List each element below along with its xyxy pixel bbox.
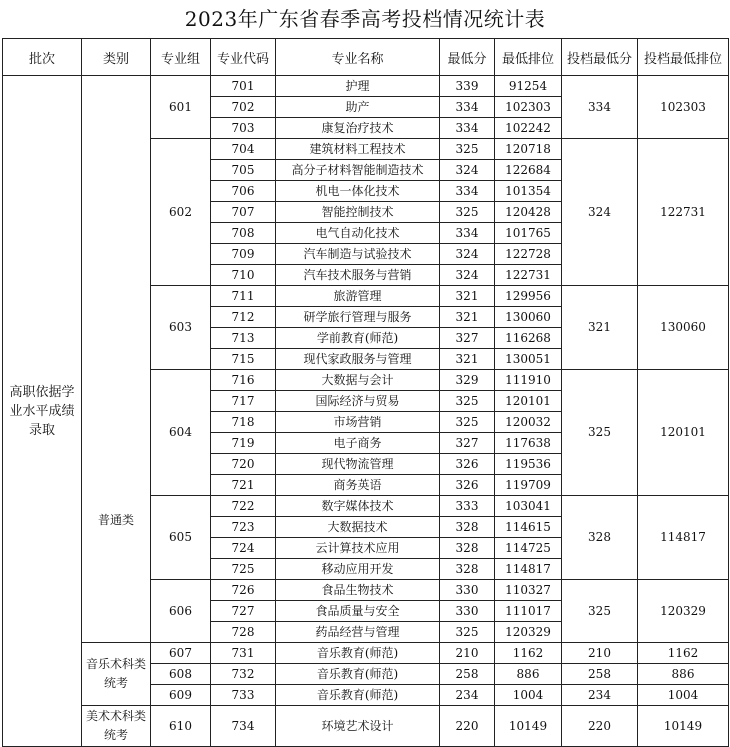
min-score-cell: 325 [440, 412, 495, 433]
min-score-cell: 327 [440, 328, 495, 349]
header-admit-min-score: 投档最低分 [562, 39, 638, 76]
major-name-cell: 药品经营与管理 [276, 622, 440, 643]
major-name-cell: 音乐教育(师范) [276, 664, 440, 685]
major-code-cell: 722 [211, 496, 276, 517]
major-name-cell: 汽车技术服务与营销 [276, 265, 440, 286]
major-code-cell: 705 [211, 160, 276, 181]
major-name-cell: 旅游管理 [276, 286, 440, 307]
major-name-cell: 国际经济与贸易 [276, 391, 440, 412]
min-score-cell: 324 [440, 265, 495, 286]
major-name-cell: 环境艺术设计 [276, 706, 440, 747]
header-admit-min-rank: 投档最低排位 [638, 39, 729, 76]
major-code-cell: 712 [211, 307, 276, 328]
group-code-cell: 609 [151, 685, 211, 706]
major-code-cell: 709 [211, 244, 276, 265]
min-rank-cell: 1004 [495, 685, 562, 706]
min-score-cell: 334 [440, 223, 495, 244]
min-rank-cell: 91254 [495, 76, 562, 97]
min-rank-cell: 111910 [495, 370, 562, 391]
min-rank-cell: 120032 [495, 412, 562, 433]
major-name-cell: 市场营销 [276, 412, 440, 433]
admit-min-score-cell: 325 [562, 370, 638, 496]
min-score-cell: 258 [440, 664, 495, 685]
header-category: 类别 [82, 39, 151, 76]
min-rank-cell: 101354 [495, 181, 562, 202]
admit-min-rank-cell: 114817 [638, 496, 729, 580]
min-rank-cell: 111017 [495, 601, 562, 622]
min-rank-cell: 120329 [495, 622, 562, 643]
admit-min-score-cell: 321 [562, 286, 638, 370]
min-score-cell: 329 [440, 370, 495, 391]
table-body [3, 76, 729, 747]
admit-min-score-cell: 334 [562, 76, 638, 139]
min-rank-cell: 101765 [495, 223, 562, 244]
min-score-cell: 330 [440, 580, 495, 601]
min-rank-cell: 116268 [495, 328, 562, 349]
major-name-cell: 康复治疗技术 [276, 118, 440, 139]
batch-cell: 高职依据学业水平成绩录取 [3, 76, 82, 747]
major-name-cell: 电气自动化技术 [276, 223, 440, 244]
min-rank-cell: 130060 [495, 307, 562, 328]
header-row [3, 39, 729, 76]
header-min-rank: 最低排位 [495, 39, 562, 76]
min-rank-cell: 119536 [495, 454, 562, 475]
group-code-cell: 610 [151, 706, 211, 747]
min-rank-cell: 122731 [495, 265, 562, 286]
min-score-cell: 333 [440, 496, 495, 517]
min-rank-cell: 117638 [495, 433, 562, 454]
admit-min-rank-cell: 120101 [638, 370, 729, 496]
major-name-cell: 电子商务 [276, 433, 440, 454]
min-score-cell: 325 [440, 622, 495, 643]
admit-min-score-cell: 328 [562, 496, 638, 580]
major-code-cell: 732 [211, 664, 276, 685]
major-code-cell: 720 [211, 454, 276, 475]
min-rank-cell: 119709 [495, 475, 562, 496]
min-score-cell: 324 [440, 244, 495, 265]
admit-min-rank-cell: 122731 [638, 139, 729, 286]
admit-min-rank-cell: 102303 [638, 76, 729, 139]
major-code-cell: 726 [211, 580, 276, 601]
header-major-code: 专业代码 [211, 39, 276, 76]
min-rank-cell: 120101 [495, 391, 562, 412]
major-name-cell: 建筑材料工程技术 [276, 139, 440, 160]
major-code-cell: 715 [211, 349, 276, 370]
group-code-cell: 606 [151, 580, 211, 643]
major-code-cell: 713 [211, 328, 276, 349]
major-name-cell: 数字媒体技术 [276, 496, 440, 517]
admit-min-rank-cell: 130060 [638, 286, 729, 370]
major-code-cell: 708 [211, 223, 276, 244]
admit-min-score-cell: 258 [562, 664, 638, 685]
major-name-cell: 学前教育(师范) [276, 328, 440, 349]
major-code-cell: 717 [211, 391, 276, 412]
admit-min-rank-cell: 10149 [638, 706, 729, 747]
major-code-cell: 727 [211, 601, 276, 622]
category-cell: 普通类 [82, 76, 151, 643]
admit-min-score-cell: 220 [562, 706, 638, 747]
min-score-cell: 325 [440, 139, 495, 160]
min-score-cell: 220 [440, 706, 495, 747]
major-name-cell: 汽车制造与试验技术 [276, 244, 440, 265]
category-cell: 音乐术科类统考 [82, 643, 151, 706]
major-name-cell: 护理 [276, 76, 440, 97]
group-code-cell: 601 [151, 76, 211, 139]
major-code-cell: 710 [211, 265, 276, 286]
admit-min-rank-cell: 886 [638, 664, 729, 685]
major-name-cell: 云计算技术应用 [276, 538, 440, 559]
min-rank-cell: 110327 [495, 580, 562, 601]
min-rank-cell: 102303 [495, 97, 562, 118]
admit-min-score-cell: 210 [562, 643, 638, 664]
major-code-cell: 731 [211, 643, 276, 664]
min-score-cell: 210 [440, 643, 495, 664]
major-code-cell: 711 [211, 286, 276, 307]
min-rank-cell: 114615 [495, 517, 562, 538]
major-name-cell: 大数据与会计 [276, 370, 440, 391]
admit-min-rank-cell: 1004 [638, 685, 729, 706]
min-rank-cell: 103041 [495, 496, 562, 517]
major-name-cell: 机电一体化技术 [276, 181, 440, 202]
min-score-cell: 334 [440, 181, 495, 202]
table-row [3, 643, 729, 664]
major-name-cell: 助产 [276, 97, 440, 118]
header-major-name: 专业名称 [276, 39, 440, 76]
major-name-cell: 商务英语 [276, 475, 440, 496]
major-code-cell: 719 [211, 433, 276, 454]
major-code-cell: 707 [211, 202, 276, 223]
min-score-cell: 321 [440, 286, 495, 307]
min-rank-cell: 114817 [495, 559, 562, 580]
admit-min-rank-cell: 1162 [638, 643, 729, 664]
min-score-cell: 328 [440, 538, 495, 559]
major-name-cell: 音乐教育(师范) [276, 685, 440, 706]
min-rank-cell: 122728 [495, 244, 562, 265]
admit-min-score-cell: 325 [562, 580, 638, 643]
min-rank-cell: 130051 [495, 349, 562, 370]
min-score-cell: 324 [440, 160, 495, 181]
group-code-cell: 607 [151, 643, 211, 664]
major-code-cell: 718 [211, 412, 276, 433]
min-rank-cell: 129956 [495, 286, 562, 307]
table-title: 2023年广东省春季高考投档情况统计表 [184, 7, 546, 31]
min-score-cell: 328 [440, 559, 495, 580]
major-code-cell: 723 [211, 517, 276, 538]
major-code-cell: 701 [211, 76, 276, 97]
min-score-cell: 339 [440, 76, 495, 97]
admit-min-score-cell: 234 [562, 685, 638, 706]
group-code-cell: 605 [151, 496, 211, 580]
major-code-cell: 734 [211, 706, 276, 747]
min-score-cell: 334 [440, 97, 495, 118]
major-code-cell: 725 [211, 559, 276, 580]
min-rank-cell: 10149 [495, 706, 562, 747]
admit-min-score-cell: 324 [562, 139, 638, 286]
min-score-cell: 325 [440, 391, 495, 412]
min-rank-cell: 114725 [495, 538, 562, 559]
major-name-cell: 现代物流管理 [276, 454, 440, 475]
major-name-cell: 现代家政服务与管理 [276, 349, 440, 370]
min-rank-cell: 1162 [495, 643, 562, 664]
admit-min-rank-cell: 120329 [638, 580, 729, 643]
major-code-cell: 702 [211, 97, 276, 118]
min-score-cell: 330 [440, 601, 495, 622]
major-name-cell: 移动应用开发 [276, 559, 440, 580]
min-score-cell: 334 [440, 118, 495, 139]
major-name-cell: 智能控制技术 [276, 202, 440, 223]
major-name-cell: 音乐教育(师范) [276, 643, 440, 664]
group-code-cell: 602 [151, 139, 211, 286]
min-score-cell: 328 [440, 517, 495, 538]
table-row [3, 76, 729, 97]
major-name-cell: 大数据技术 [276, 517, 440, 538]
major-name-cell: 高分子材料智能制造技术 [276, 160, 440, 181]
min-score-cell: 326 [440, 475, 495, 496]
min-rank-cell: 120428 [495, 202, 562, 223]
min-rank-cell: 102242 [495, 118, 562, 139]
major-name-cell: 食品生物技术 [276, 580, 440, 601]
major-code-cell: 704 [211, 139, 276, 160]
min-rank-cell: 122684 [495, 160, 562, 181]
min-score-cell: 321 [440, 349, 495, 370]
major-code-cell: 728 [211, 622, 276, 643]
major-code-cell: 716 [211, 370, 276, 391]
group-code-cell: 603 [151, 286, 211, 370]
major-code-cell: 724 [211, 538, 276, 559]
major-name-cell: 食品质量与安全 [276, 601, 440, 622]
group-code-cell: 604 [151, 370, 211, 496]
major-code-cell: 733 [211, 685, 276, 706]
major-code-cell: 706 [211, 181, 276, 202]
header-batch: 批次 [3, 39, 82, 76]
major-name-cell: 研学旅行管理与服务 [276, 307, 440, 328]
major-code-cell: 703 [211, 118, 276, 139]
category-cell: 美术术科类统考 [82, 706, 151, 747]
min-score-cell: 327 [440, 433, 495, 454]
min-score-cell: 325 [440, 202, 495, 223]
group-code-cell: 608 [151, 664, 211, 685]
min-score-cell: 234 [440, 685, 495, 706]
min-score-cell: 326 [440, 454, 495, 475]
min-rank-cell: 120718 [495, 139, 562, 160]
header-min-score: 最低分 [440, 39, 495, 76]
min-score-cell: 321 [440, 307, 495, 328]
min-rank-cell: 886 [495, 664, 562, 685]
major-code-cell: 721 [211, 475, 276, 496]
table-row [3, 706, 729, 747]
admission-table [2, 38, 729, 747]
header-group: 专业组 [151, 39, 211, 76]
